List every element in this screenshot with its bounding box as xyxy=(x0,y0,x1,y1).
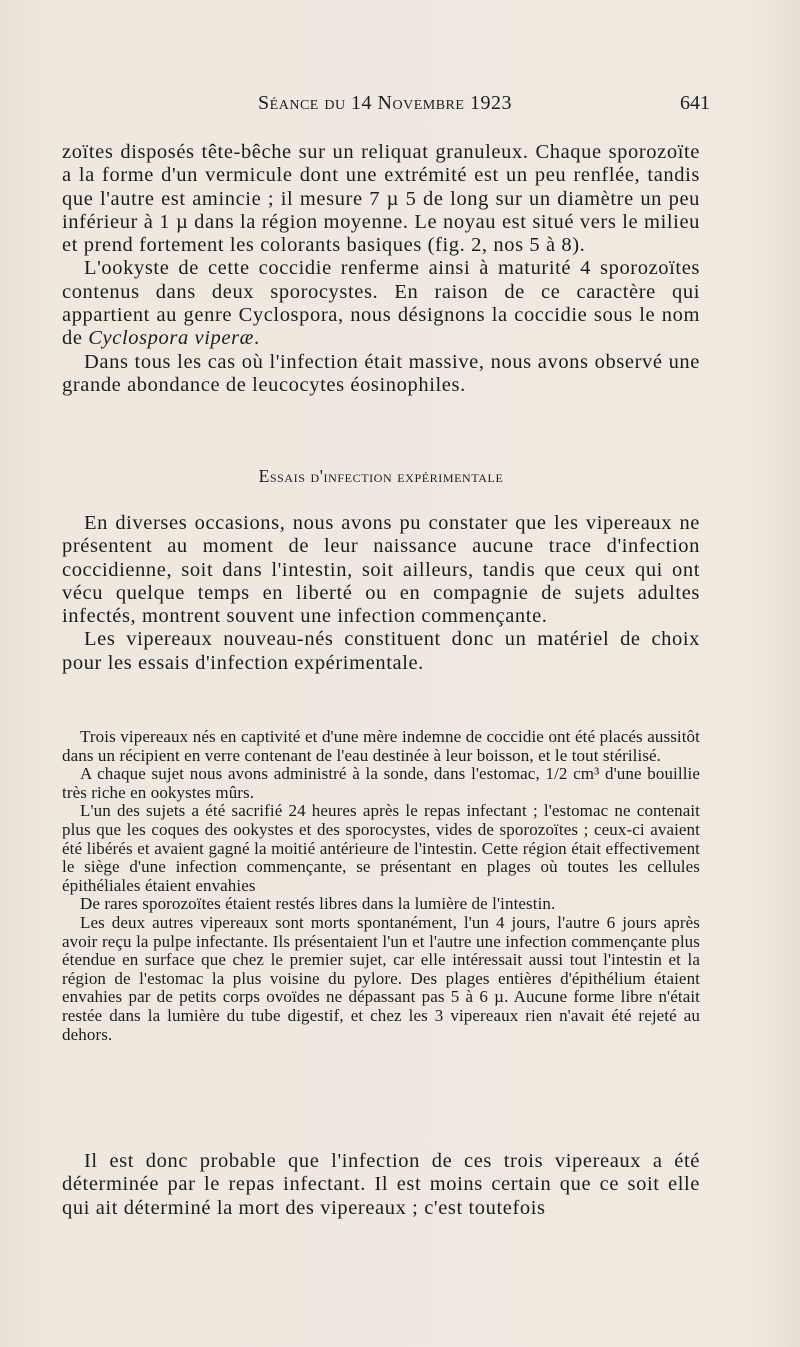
species-name: Cyclospora viperæ xyxy=(88,327,254,350)
section-heading: Essais d'infection expérimentale xyxy=(258,466,504,486)
running-head xyxy=(60,92,710,122)
paragraph-ookyste xyxy=(62,257,700,350)
closing-section xyxy=(62,1150,700,1220)
paragraph-ookyste-text: L'ookyste de cette coccidie renferme ainsi à maturité 4 sporozoïtes contenus dans deux sporocystes. En raison de ce caractère qui appartient au genre Cyclospora, nous désignons la coccidie sous le nom de xyxy=(62,257,700,350)
section-body xyxy=(62,512,700,675)
experiment-paragraph-3: L'un des sujets a été sacrifié 24 heures après le repas infectant ; l'estomac ne contenait plus que les coques des ookystes et des sporocystes, vides de sporozoïtes ; ceux-ci avaient été libérés et avaient gagné la moitié antérieure de l'intestin. Cette région était effectivement le siège d'une infection commençante, se présentant en plages où toutes les cellules épithéliales étaient envahies xyxy=(62,801,700,895)
paragraph-conclusion: Il est donc probable que l'infection de ces trois vipereaux a été déterminée par le repas infectant. Il est moins certain que ce soit elle qui ait déterminé la mort des vipereaux ; c'est toutefois xyxy=(62,1150,700,1219)
running-head-title: Séance du 14 Novembre 1923 xyxy=(258,92,512,114)
paragraph-material: Les vipereaux nouveau-nés constituent donc un matériel de choix pour les essais d'infection expérimentale. xyxy=(62,628,700,674)
experiment-paragraph-5: Les deux autres vipereaux sont morts spontanément, l'un 4 jours, l'autre 6 jours après avoir reçu la pulpe infectante. Ils présentaient l'un et l'autre une infection commençante plus étendue en surface que chez le premier sujet, car elle intéressait aussi tout l'intestin et la région de l'estomac la plus voisine du pylore. Des plages entières d'épithélium étaient envahies par de petits corps ovoïdes ne dépassant pas 5 à 6 µ. Aucune forme libre n'était restée dans la lumière du tube digestif, et chez les 3 vipereaux rien n'avait été rejeté au dehors. xyxy=(62,912,700,1044)
experiment-block xyxy=(62,728,700,1044)
experiment-paragraph-1: Trois vipereaux nés en captivité et d'une mère indemne de coccidie ont été placés aussitôt dans un récipient en verre contenant de l'eau destinée à leur boisson, et le tout stérilisé. xyxy=(62,727,700,765)
paragraph-ookyste-end: . xyxy=(253,327,260,350)
experiment-paragraph-2: A chaque sujet nous avons administré à la sonde, dans l'estomac, 1/2 cm³ d'une bouillie très riche en ookystes mûrs. xyxy=(62,764,700,802)
paragraph-observations: En diverses occasions, nous avons pu constater que les vipereaux ne présentent au moment de leur naissance aucune trace d'infection coccidienne, soit dans l'intestin, soit ailleurs, tandis que ceux qui ont vécu quelque temps en liberté ou en compagnie de sujets adultes infectés, montrent souvent une infection commençante. xyxy=(62,512,700,628)
page-number: 641 xyxy=(680,92,710,114)
top-section xyxy=(62,141,700,397)
paragraph-infection: Dans tous les cas où l'infection était massive, nous avons observé une grande abondance de leucocytes éosinophiles. xyxy=(62,350,700,396)
paragraph-sporozoite: zoïtes disposés tête-bêche sur un reliquat granuleux. Chaque sporozoïte a la forme d'un vermicule dont une extrémité est un peu renflée, tandis que l'autre est amincie ; il mesure 7 µ 5 de long sur un diamètre un peu inférieur à 1 µ dans la région moyenne. Le noyau est situé vers le milieu et prend fortement les colorants basiques (fig. 2, nos 5 à 8). xyxy=(62,141,700,257)
experiment-paragraph-4: De rares sporozoïtes étaient restés libres dans la lumière de l'intestin. xyxy=(80,894,556,914)
